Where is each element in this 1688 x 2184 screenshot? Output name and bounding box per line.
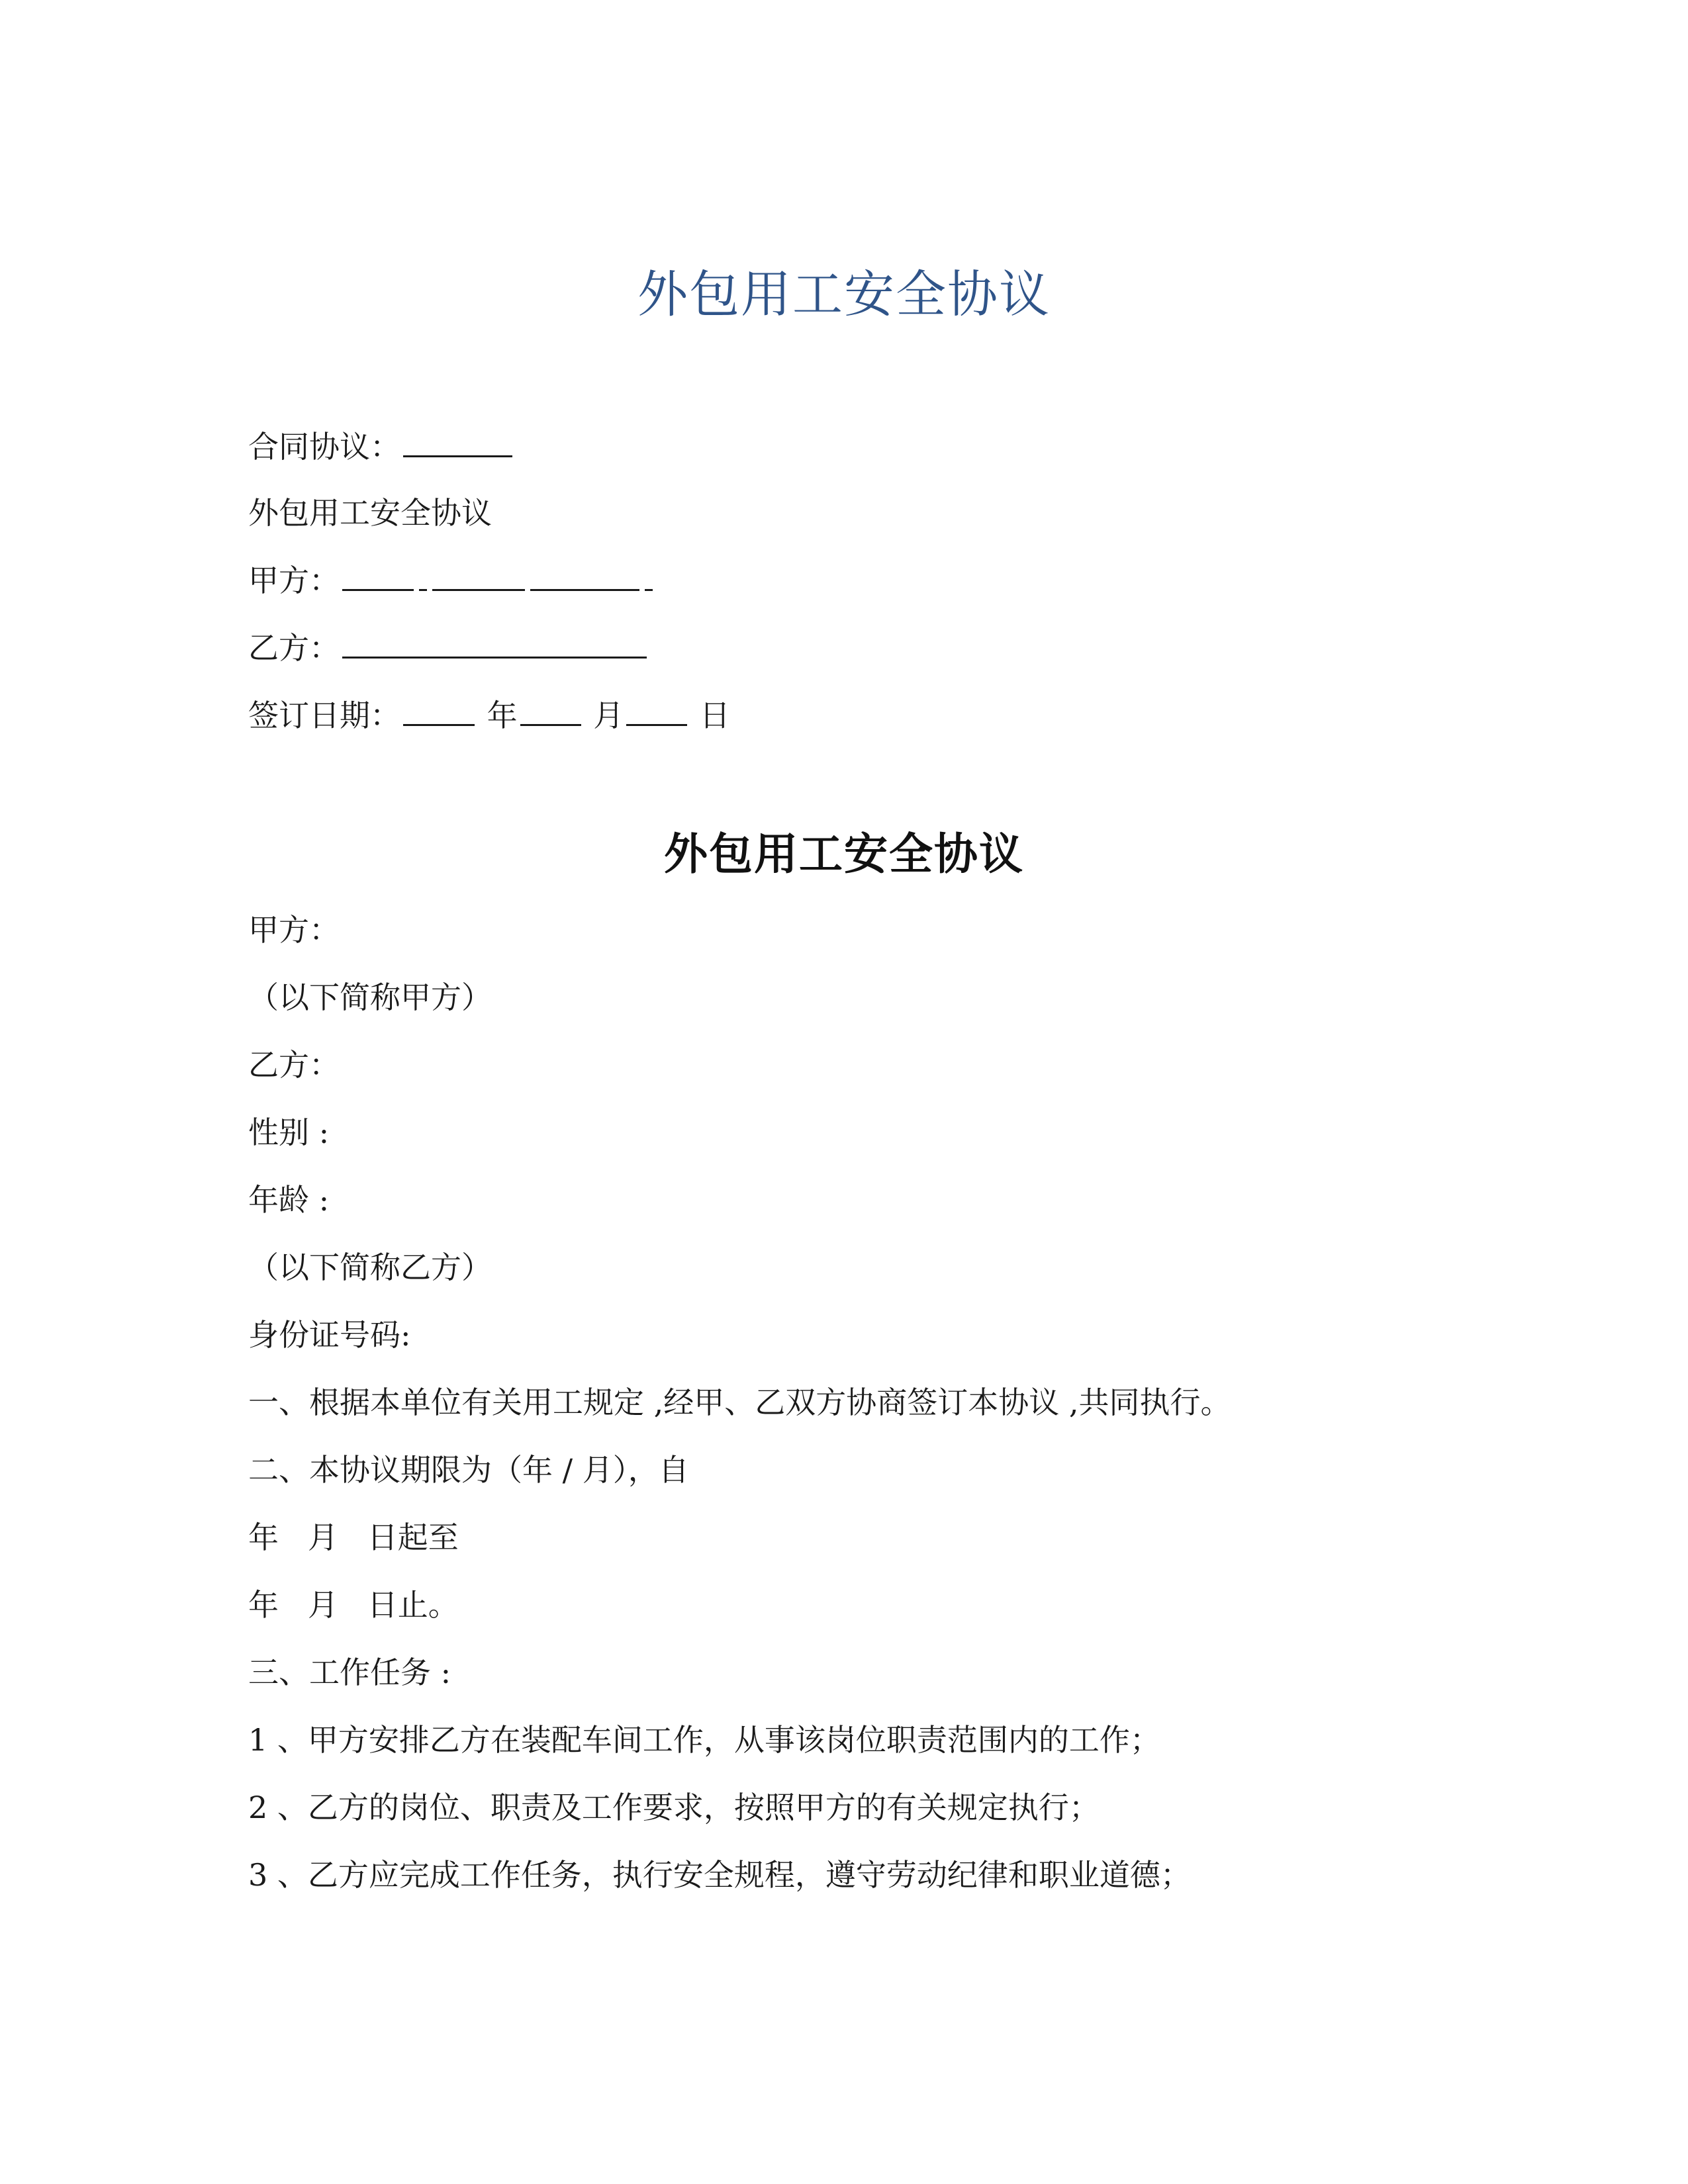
party-a-line: [248, 561, 655, 600]
body-line-party-b: 乙方：: [248, 1047, 340, 1083]
clause-3: 三、工作任务 :: [248, 1655, 451, 1690]
body-line-gender: 性别 :: [248, 1115, 330, 1150]
body-line-party-b-abbr: （以下简称乙方）: [248, 1250, 492, 1285]
clause-2: 二、本协议期限为（年 / 月），自: [248, 1452, 689, 1488]
sign-date-label: 签订日期：: [248, 698, 400, 733]
body-line-party-a-abbr: （以下简称甲方）: [248, 979, 492, 1015]
clause-3-item-2: 2 、乙方的岗位、职责及工作要求，按照甲方的有关规定执行；: [248, 1790, 1100, 1825]
party-a-blank-2[interactable]: [419, 588, 427, 591]
sign-month-label: 月: [593, 698, 624, 733]
party-b-blank[interactable]: [342, 656, 647, 659]
party-a-label: 甲方：: [248, 563, 340, 598]
party-a-blank-1[interactable]: [342, 588, 414, 591]
contract-label: 合同协议：: [248, 429, 400, 465]
clause-1: 一、根据本单位有关用工规定 ,经甲、乙双方协商签订本协议 ,共同执行。: [248, 1385, 1231, 1420]
cover-title: 外包用工安全协议: [637, 265, 1051, 324]
clause-2-start: 年 月 日起至: [248, 1520, 459, 1555]
sign-date-line: [248, 696, 730, 735]
body-line-party-a: 甲方：: [248, 912, 340, 948]
body-line-age: 年龄 :: [248, 1182, 330, 1218]
contract-line: [248, 427, 515, 467]
body-title: 外包用工安全协议: [664, 828, 1024, 880]
party-b-label: 乙方：: [248, 630, 340, 666]
cover-subtitle: 外包用工安全协议: [248, 495, 492, 531]
clause-2-end: 年 月 日止。: [248, 1587, 459, 1623]
sign-day-label: 日: [699, 698, 730, 733]
party-a-blank-3[interactable]: [432, 588, 525, 591]
sign-year-label: 年: [487, 698, 518, 733]
party-a-blank-4[interactable]: [530, 588, 639, 591]
clause-3-item-1: 1 、甲方安排乙方在装配车间工作，从事该岗位职责范围内的工作；: [248, 1722, 1160, 1758]
sign-year-blank[interactable]: [403, 723, 475, 726]
sign-month-blank[interactable]: [520, 723, 581, 726]
body-line-id-number: 身份证号码:: [248, 1317, 411, 1353]
clause-3-item-3: 3 、乙方应完成工作任务，执行安全规程，遵守劳动纪律和职业道德；: [248, 1857, 1191, 1893]
contract-blank[interactable]: [403, 455, 512, 457]
party-b-line: [248, 628, 649, 668]
party-a-blank-5[interactable]: [645, 588, 653, 591]
sign-day-blank[interactable]: [626, 723, 687, 726]
